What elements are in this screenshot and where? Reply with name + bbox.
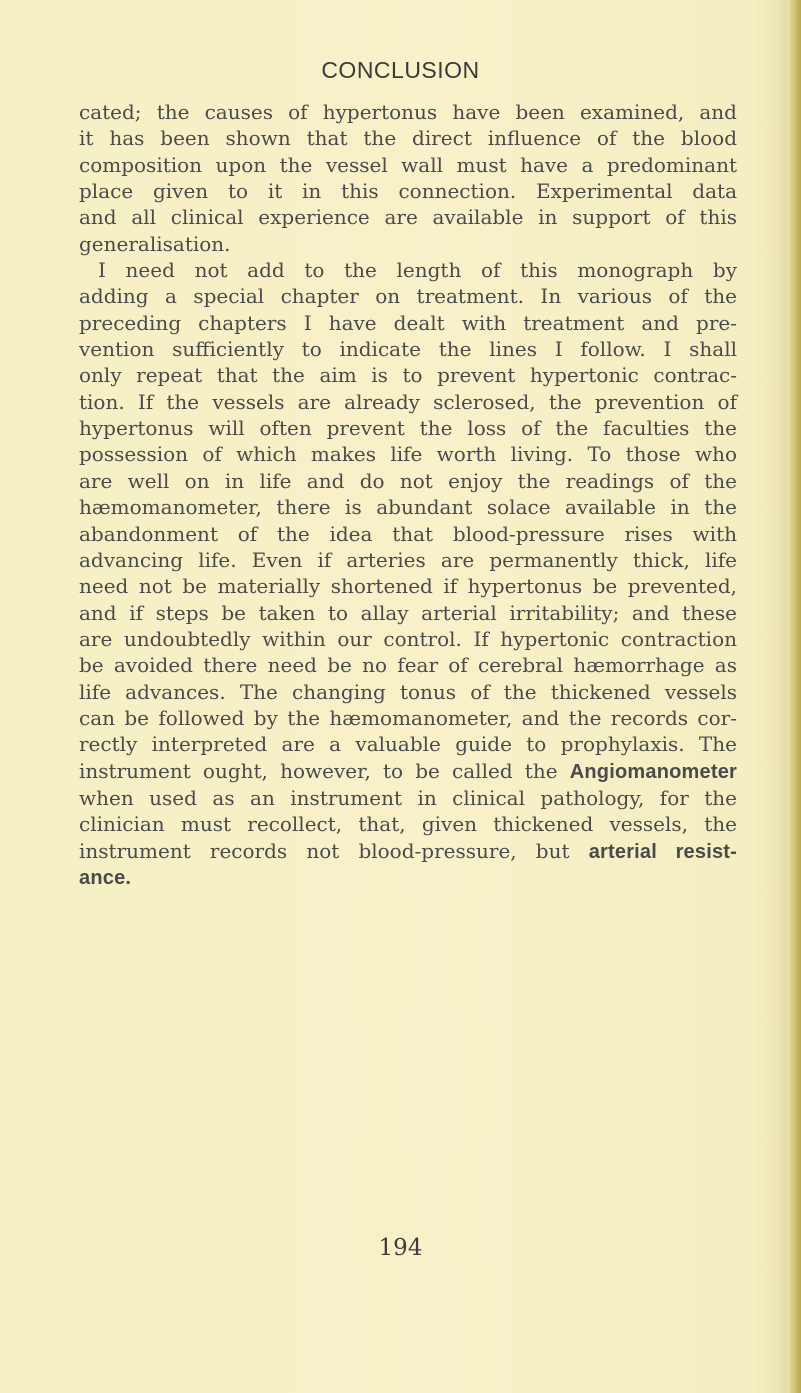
text-line: advancing life. Even if arteries are permanently thick, life	[79, 547, 737, 572]
body-text	[79, 99, 737, 891]
text-run: instrument records not blood-pressure, but	[79, 838, 570, 863]
text-line: place given to it in this connection. Experimental data	[79, 179, 737, 204]
text-line: abandonment of the idea that blood-pressure rises with	[79, 521, 737, 546]
text-line: vention sufficiently to indicate the lines I follow. I shall	[79, 337, 737, 362]
text-line: hypertonus will often prevent the loss of the faculties the	[79, 416, 737, 441]
page-edge-shadow	[787, 0, 801, 1393]
text-line: adding a special chapter on treatment. In various of the	[79, 284, 737, 309]
text-line: possession of which makes life worth living. To those who	[79, 442, 737, 467]
text-line: can be followed by the hæmomanometer, and the records cor-	[79, 705, 737, 730]
text-line-with-emphasis	[79, 758, 737, 785]
text-line: I need not add to the length of this monograph by	[98, 258, 737, 283]
text-line: life advances. The changing tonus of the thickened vessels	[79, 679, 737, 704]
text-line: and all clinical experience are available in support of this	[79, 205, 737, 230]
text-line: ance.	[79, 866, 132, 889]
text-line: composition upon the vessel wall must have a predominant	[79, 152, 737, 177]
text-line: hæmomanometer, there is abundant solace available in the	[79, 495, 737, 520]
text-line: tion. If the vessels are already sclerosed, the prevention of	[79, 389, 737, 414]
text-line: and if steps be taken to allay arterial irritability; and these	[79, 600, 737, 625]
text-line: it has been shown that the direct influence of the blood	[79, 126, 737, 151]
emphasis-term: Angiomanometer	[569, 760, 737, 783]
text-line: cated; the causes of hypertonus have been examined, and	[79, 100, 737, 124]
text-line: preceding chapters I have dealt with treatment and pre-	[79, 310, 737, 335]
text-run: instrument ought, however, to be called the	[79, 758, 558, 783]
text-line-with-emphasis	[79, 838, 737, 865]
running-head: CONCLUSION	[321, 57, 480, 83]
text-line: need not be materially shortened if hypertonus be prevented,	[79, 574, 737, 599]
text-line: only repeat that the aim is to prevent hypertonic contrac-	[79, 363, 737, 388]
text-line: be avoided there need be no fear of cerebral hæmorrhage as	[79, 653, 737, 678]
text-line: are undoubtedly within our control. If hypertonic contraction	[79, 626, 737, 651]
text-line: generalisation.	[79, 231, 231, 256]
text-line: rectly interpreted are a valuable guide to prophylaxis. The	[79, 732, 737, 757]
text-line: when used as an instrument in clinical pathology, for the	[79, 785, 737, 810]
text-line: are well on in life and do not enjoy the readings of the	[79, 468, 737, 493]
emphasis-term: arterial resist-	[588, 840, 738, 863]
text-line: clinician must recollect, that, given thickened vessels, the	[79, 812, 737, 837]
page-number: 194	[378, 1235, 423, 1261]
